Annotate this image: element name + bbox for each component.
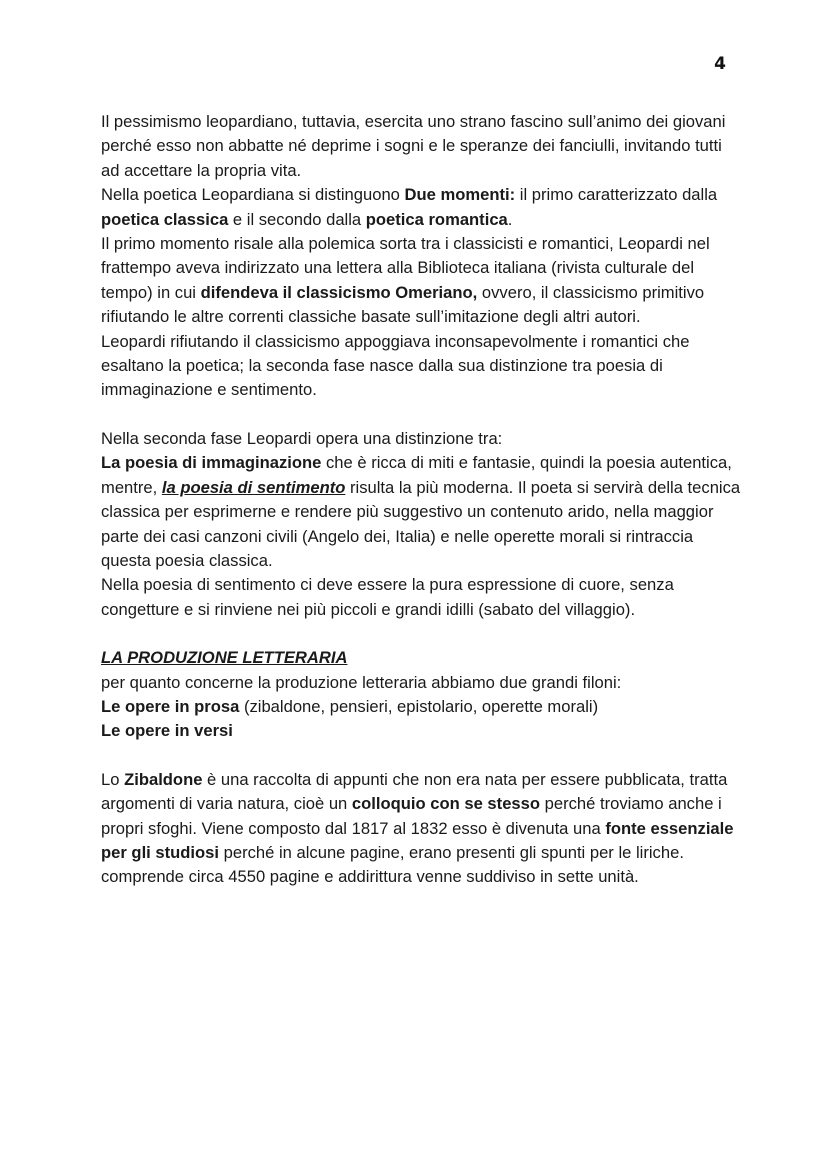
- bold-zibaldone: Zibaldone: [124, 769, 203, 789]
- page-number: 4: [714, 54, 726, 74]
- text-run: perché in alcune pagine, erano presenti gli spunti per le liriche. comprende circa 4550 pagine e addirittura venne suddiviso in sette unità.: [101, 842, 684, 887]
- paragraph-produzione: [101, 671, 741, 744]
- bold-fonte-essenziale: fonte essenziale per gli studiosi: [101, 818, 734, 862]
- text-run: risulta la più moderna. Il poeta si servirà della tecnica classica per esprimerne e rendere più suggestivo un contenuto arido, nella maggior parte dei casi canzoni civili (Angelo dei, Italia) e nelle operette morali si rintraccia questa poesia classica.: [101, 477, 741, 570]
- text-run: il primo caratterizzato dalla: [515, 185, 718, 205]
- paragraph-line: Nella seconda fase Leopardi opera una distinzione tra:: [101, 428, 503, 448]
- text-run: è una raccolta di appunti che non era nata per essere pubblicata, tratta argomenti di varia natura, cioè un: [101, 769, 728, 814]
- bold-italic-underline-poesia-sentimento: la poesia di sentimento: [161, 477, 346, 497]
- paragraph-line: per quanto concerne la produzione letteraria abbiamo due grandi filoni:: [101, 672, 622, 692]
- paragraph-line: [101, 451, 741, 573]
- text-run: perché troviamo anche i propri sfoghi. Viene composto dal 1817 al 1832 esso è divenuta una: [101, 794, 722, 838]
- bold-poetica-romantica: poetica romantica: [365, 209, 508, 229]
- text-run: ovvero, il classicismo primitivo rifiutando le altre correnti classiche basate sull’imitazione degli altri autori.: [101, 282, 705, 327]
- paragraph-line: [101, 695, 741, 719]
- paragraph-line: [101, 232, 741, 330]
- text-run: Lo: [101, 769, 125, 789]
- document-body: [101, 110, 741, 890]
- text-run: (zibaldone, pensieri, epistolario, operette morali): [239, 696, 599, 716]
- bold-due-momenti: Due momenti:: [404, 185, 516, 205]
- paragraph-primo-momento: [101, 232, 741, 403]
- bold-classicismo-omeriano: difendeva il classicismo Omeriano,: [200, 282, 478, 302]
- text-run: Il primo momento risale alla polemica sorta tra i classicisti e romantici, Leopardi nel frattempo aveva indirizzato una lettera alla Biblioteca italiana (rivista culturale del tempo) in cui: [101, 234, 710, 302]
- bold-poesia-immaginazione: La poesia di immaginazione: [101, 453, 322, 473]
- paragraph-zibaldone: [101, 768, 741, 890]
- text-run: che è ricca di miti e fantasie, quindi la poesia autentica, mentre,: [101, 453, 732, 497]
- paragraph-due-momenti: [101, 183, 741, 232]
- text-run: e il secondo dalla: [228, 209, 366, 229]
- section-heading: LA PRODUZIONE LETTERARIA: [101, 648, 348, 668]
- bold-poetica-classica: poetica classica: [101, 209, 229, 229]
- paragraph-line: Nella poesia di sentimento ci deve essere la pura espressione di cuore, senza congetture e si rinviene nei più piccoli e grandi idilli (sabato del villaggio).: [101, 575, 674, 619]
- paragraph-pessimismo: Il pessimismo leopardiano, tuttavia, esercita uno strano fascino sull’animo dei giovani perché esso non abbatte né deprime i sogni e le speranze dei fanciulli, invitando tutti ad accettare la propria vita.: [101, 112, 726, 180]
- bold-opere-versi: Le opere in versi: [101, 721, 233, 741]
- text-run: Nella poetica Leopardiana si distinguono: [101, 185, 405, 205]
- paragraph-line: Leopardi rifiutando il classicismo appoggiava inconsapevolmente i romantici che esaltano la poetica; la seconda fase nasce dalla sua distinzione tra poesia di immaginazione e sentimento.: [101, 331, 690, 400]
- paragraph-seconda-fase: [101, 427, 741, 622]
- text-run: .: [507, 209, 513, 229]
- bold-opere-prosa: Le opere in prosa: [101, 696, 240, 716]
- bold-colloquio: colloquio con se stesso: [351, 794, 541, 814]
